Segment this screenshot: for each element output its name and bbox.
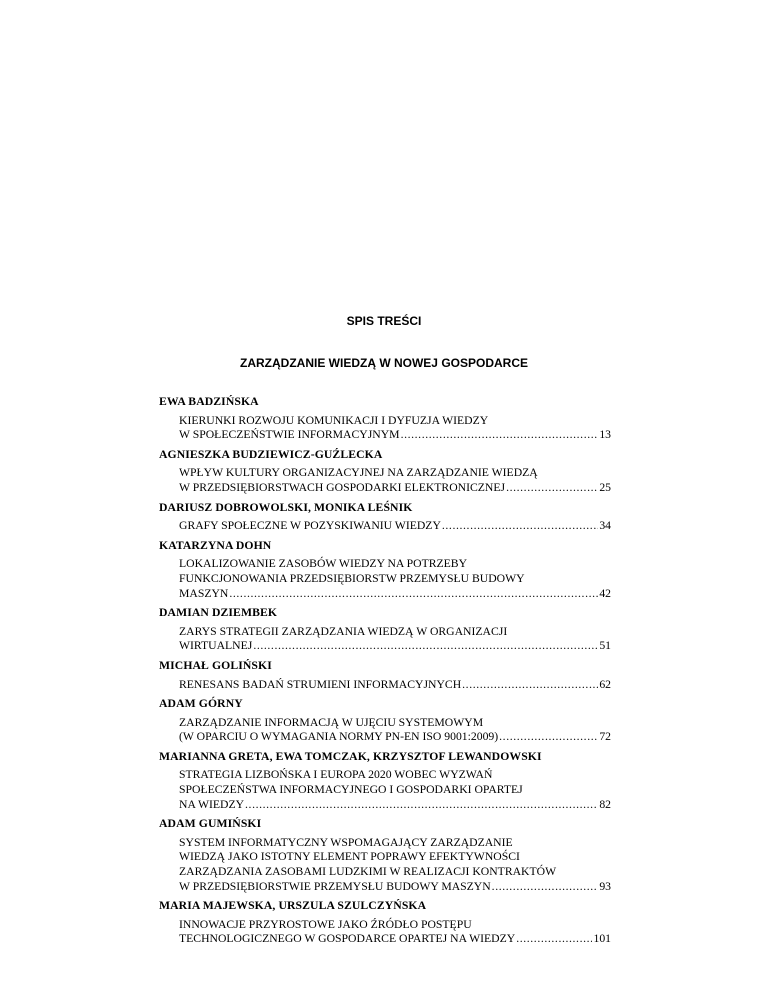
toc-entry-title-line: MASZYN	[179, 586, 229, 600]
toc-entry-title-line: ZARZĄDZANIA ZASOBAMI LUDZKIMI W REALIZACJI KONTRAKTÓW	[179, 865, 557, 879]
dot-leader	[401, 428, 599, 443]
toc-entry-author: MARIANNA GRETA, EWA TOMCZAK, KRZYSZTOF LEWANDOWSKI	[159, 749, 542, 763]
dot-leader	[492, 880, 599, 895]
toc-entry-last-line	[179, 678, 611, 693]
toc-entry-page-number: 62	[599, 677, 611, 691]
toc-entry-author: MARIA MAJEWSKA, URSZULA SZULCZYŃSKA	[159, 899, 427, 913]
toc-entry-page-number: 51	[599, 639, 611, 653]
toc-entry-title-line: NA WIEDZY	[179, 797, 245, 811]
toc-entry-title-line: STRATEGIA LIZBOŃSKA I EUROPA 2020 WOBEC WYZWAŃ	[179, 768, 493, 782]
toc-entry	[159, 750, 611, 812]
toc-entry-last-line	[179, 798, 611, 813]
toc-entry-title	[159, 768, 611, 812]
toc-entry-title-line: GRAFY SPOŁECZNE W POZYSKIWANIU WIEDZY	[179, 519, 441, 533]
toc-entry-last-line	[179, 428, 611, 443]
page-title: SPIS TREŚCI	[346, 314, 422, 328]
toc-entry-title-line: W PRZEDSIĘBIORSTWACH GOSPODARKI ELEKTRONICZNEJ	[179, 480, 506, 494]
toc-entry-title	[159, 625, 611, 654]
toc-entry-title-line: FUNKCJONOWANIA PRZEDSIĘBIORSTW PRZEMYSŁU BUDOWY	[179, 571, 525, 585]
toc-entry-page-number: 72	[599, 730, 611, 744]
toc-entry-title-line: LOKALIZOWANIE ZASOBÓW WIEDZY NA POTRZEBY	[179, 557, 468, 571]
toc-entry-title-line: KIERUNKI ROZWOJU KOMUNIKACJI I DYFUZJA WIEDZY	[179, 413, 489, 427]
toc-entry-title-line: RENESANS BADAŃ STRUMIENI INFORMACYJNYCH	[179, 677, 462, 691]
toc-entry-author: ADAM GÓRNY	[159, 697, 243, 711]
toc-entry	[159, 395, 611, 443]
toc-entry-title	[159, 466, 611, 495]
toc-entry-title-line: INNOWACJE PRZYROSTOWE JAKO ŹRÓDŁO POSTĘPU	[179, 917, 472, 931]
toc-entry-author: MICHAŁ GOLIŃSKI	[159, 658, 272, 672]
toc-entry-title	[159, 557, 611, 601]
toc-entry-last-line	[179, 519, 611, 534]
toc-entry-title	[159, 716, 611, 745]
toc-entry-title-line: (W OPARCIU O WYMAGANIA NORMY PN-EN ISO 9001:2009)	[179, 730, 499, 744]
toc-entry-last-line	[179, 481, 611, 496]
dot-leader	[245, 798, 598, 813]
toc-entry-title-line: ZARYS STRATEGII ZARZĄDZANIA WIEDZĄ W ORGANIZACJI	[179, 624, 508, 638]
toc-entry-title-line: WIEDZĄ JAKO ISTOTNY ELEMENT POPRAWY EFEKTYWNOŚCI	[179, 850, 520, 864]
toc-entry-title-line: WPŁYW KULTURY ORGANIZACYJNEJ NA ZARZĄDZANIE WIEDZĄ	[179, 466, 538, 480]
toc-entry	[159, 899, 611, 947]
toc-entry-page-number: 101	[593, 932, 611, 946]
toc-entry-author: ADAM GUMIŃSKI	[159, 817, 262, 831]
toc-entry-title-line: SYSTEM INFORMATYCZNY WSPOMAGAJĄCY ZARZĄDZANIE	[179, 835, 513, 849]
toc-entry-title	[159, 678, 611, 693]
toc-entry-last-line	[179, 639, 611, 654]
dot-leader	[253, 639, 598, 654]
toc-entry-last-line	[179, 587, 611, 602]
toc-entry-title	[159, 519, 611, 534]
toc-entry-title-line: ZARZĄDZANIE INFORMACJĄ W UJĘCIU SYSTEMOWYM	[179, 715, 484, 729]
toc-entry-author: KATARZYNA DOHN	[159, 538, 272, 552]
section-title: ZARZĄDZANIE WIEDZĄ W NOWEJ GOSPODARCE	[240, 356, 528, 370]
toc-entry-author: DARIUSZ DOBROWOLSKI, MONIKA LEŚNIK	[159, 500, 413, 514]
toc-entry-page-number: 34	[599, 519, 611, 533]
dot-leader	[462, 678, 598, 693]
toc-entry-title-line: WIRTUALNEJ	[179, 639, 253, 653]
dot-leader	[499, 730, 598, 745]
toc-entry-author: AGNIESZKA BUDZIEWICZ-GUŹLECKA	[159, 447, 383, 461]
toc-entry-last-line	[179, 932, 611, 947]
dot-leader	[506, 481, 598, 496]
dot-leader	[229, 587, 598, 602]
dot-leader	[442, 519, 598, 534]
dot-leader	[516, 932, 592, 947]
toc-entry-title	[159, 918, 611, 947]
toc-entry-title-line: W PRZEDSIĘBIORSTWIE PRZEMYSŁU BUDOWY MASZYN	[179, 879, 491, 893]
toc-entry-page-number: 93	[599, 879, 611, 893]
toc-entry-title-line: SPOŁECZEŃSTWA INFORMACYJNEGO I GOSPODARKI OPARTEJ	[179, 783, 523, 797]
toc-entry-title-line: TECHNOLOGICZNEGO W GOSPODARCE OPARTEJ NA WIEDZY	[179, 932, 516, 946]
toc-entry	[159, 501, 611, 534]
toc-entry-author: DAMIAN DZIEMBEK	[159, 606, 278, 620]
toc-entry-page-number: 82	[599, 797, 611, 811]
toc-entry	[159, 448, 611, 496]
toc-entry-last-line	[179, 730, 611, 745]
toc-entry-page-number: 25	[599, 480, 611, 494]
toc-entry-author: EWA BADZIŃSKA	[159, 395, 259, 408]
toc-entry-title-line: W SPOŁECZEŃSTWIE INFORMACYJNYM	[179, 428, 400, 442]
toc-entry-last-line	[179, 880, 611, 895]
toc-entry	[159, 697, 611, 745]
toc-entry-page-number: 42	[599, 586, 611, 600]
toc-entry	[159, 606, 611, 654]
toc-entry-title	[159, 836, 611, 894]
table-of-contents	[159, 395, 611, 952]
toc-entry	[159, 539, 611, 601]
toc-entry	[159, 817, 611, 894]
toc-entry-title	[159, 414, 611, 443]
toc-entry	[159, 659, 611, 692]
toc-entry-page-number: 13	[599, 428, 611, 442]
